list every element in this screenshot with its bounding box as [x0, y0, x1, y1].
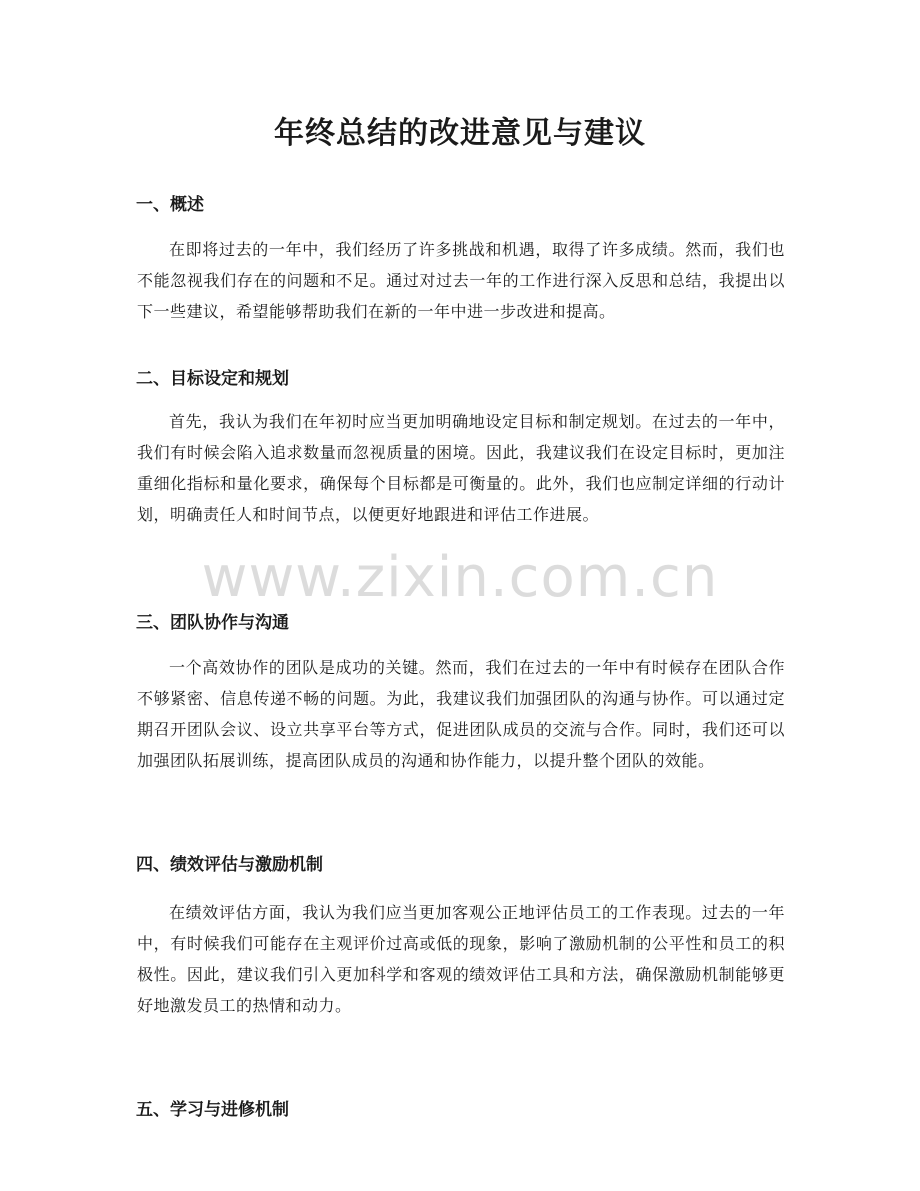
section-heading-learning: 五、学习与进修机制	[136, 1100, 289, 1120]
page-title: 年终总结的改进意见与建议	[274, 116, 646, 151]
section-paragraph-goals: 首先，我认为我们在年初时应当更加明确地设定目标和制定规划。在过去的一年中，我们有时候会陷入追求数量而忽视质量的困境。因此，我建议我们在设定目标时，更加注重细化指标和量化要求，确保每个目标都是可衡量的。此外，我们也应制定详细的行动计划，明确责任人和时间节点，以便更好地跟进和评估工作进展。	[137, 412, 785, 524]
section-paragraph-teamwork: 一个高效协作的团队是成功的关键。然而，我们在过去的一年中有时候存在团队合作不够紧密、信息传递不畅的问题。为此，我建议我们加强团队的沟通与协作。可以通过定期召开团队会议、设立共享平台等方式，促进团队成员的交流与合作。同时，我们还可以加强团队拓展训练，提高团队成员的沟通和协作能力，以提升整个团队的效能。	[137, 658, 785, 770]
section-heading-goals: 二、目标设定和规划	[136, 369, 289, 389]
watermark-text: www.zixin.com.cn	[201, 545, 719, 610]
section-paragraph-overview: 在即将过去的一年中，我们经历了许多挑战和机遇，取得了许多成绩。然而，我们也不能忽视我们存在的问题和不足。通过对过去一年的工作进行深入反思和总结，我提出以下一些建议，希望能够帮助我们在新的一年中进一步改进和提高。	[137, 240, 785, 321]
section-heading-teamwork: 三、团队协作与沟通	[136, 613, 289, 633]
section-heading-performance: 四、绩效评估与激励机制	[136, 855, 323, 875]
section-heading-overview: 一、概述	[136, 195, 204, 215]
section-paragraph-performance: 在绩效评估方面，我认为我们应当更加客观公正地评估员工的工作表现。过去的一年中，有时候我们可能存在主观评价过高或低的现象，影响了激励机制的公平性和员工的积极性。因此，建议我们引入更加科学和客观的绩效评估工具和方法，确保激励机制能够更好地激发员工的热情和动力。	[137, 903, 785, 1015]
